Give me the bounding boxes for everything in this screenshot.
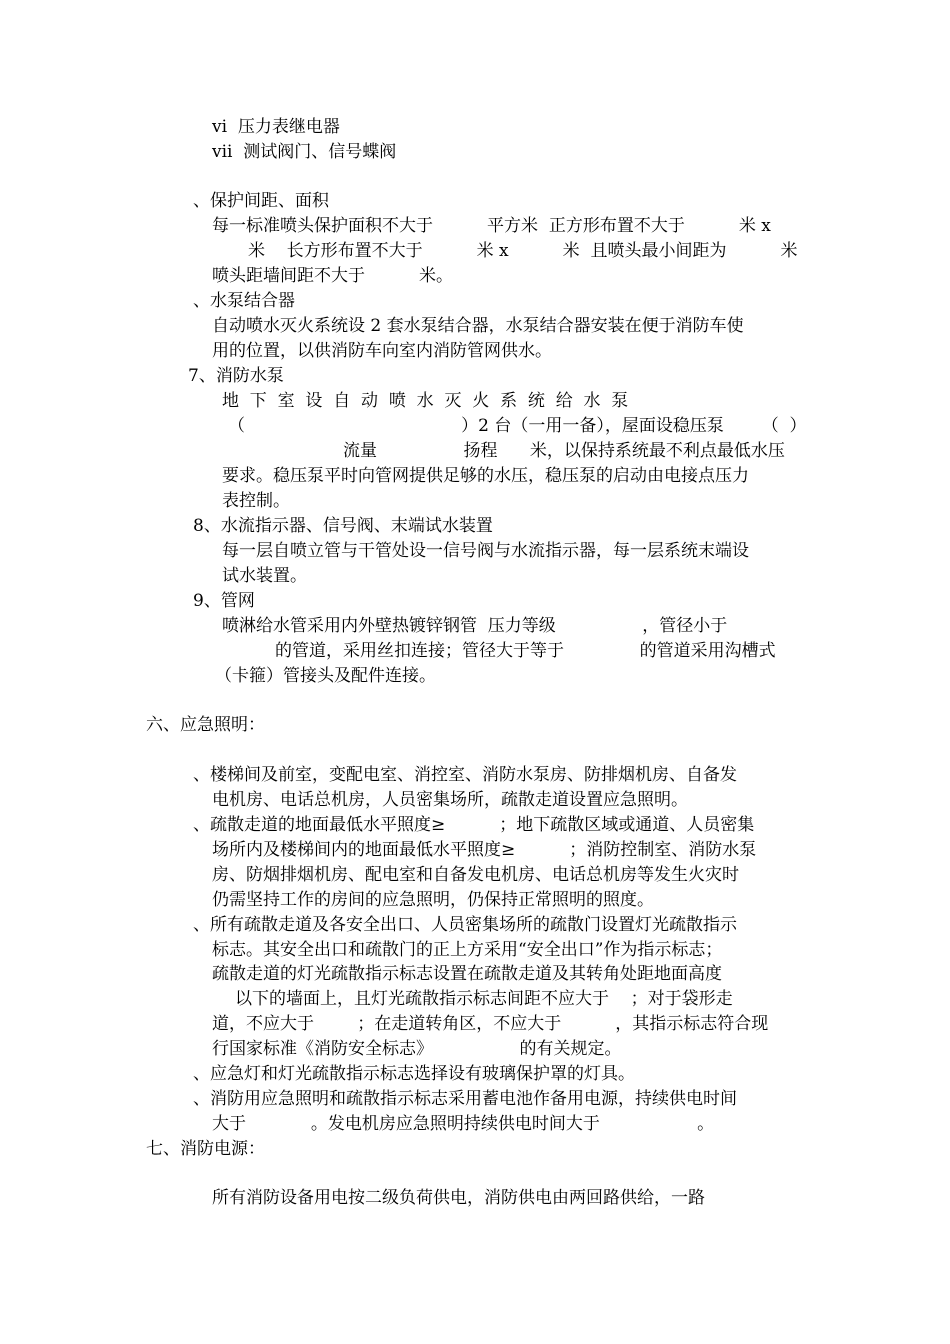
text-line: vii 测试阀门、信号蝶阀 bbox=[212, 142, 397, 162]
text-line: 米 长方形布置不大于 米 x 米 且喷头最小间距为 米 bbox=[248, 241, 798, 261]
text-line: 流量 扬程 米，以保持系统最不利点最低水压 bbox=[343, 441, 785, 461]
text-line: （ ）2 台（一用一备），屋面设稳压泵 （ ） bbox=[228, 416, 807, 436]
text-line: 所有消防设备用电按二级负荷供电，消防供电由两回路供给，一路 bbox=[212, 1188, 705, 1208]
text-line: 自动喷水灭火系统设 2 套水泵结合器，水泵结合器安装在便于消防车使 bbox=[212, 316, 744, 336]
chapter-heading: 六、应急照明： bbox=[146, 715, 265, 735]
section-heading: 7、消防水泵 bbox=[188, 366, 284, 386]
text-line: 试水装置。 bbox=[222, 566, 307, 586]
text-line: 、消防用应急照明和疏散指示标志采用蓄电池作备用电源，持续供电时间 bbox=[193, 1089, 737, 1109]
text-line: 地 下 室 设 自 动 喷 水 灭 火 系 统 给 水 泵 bbox=[222, 391, 629, 411]
text-line: 道，不应大于 ；在走道转角区，不应大于 ，其指示标志符合现 bbox=[212, 1014, 769, 1034]
text-line: 、疏散走道的地面最低水平照度≥ ；地下疏散区域或通道、人员密集 bbox=[193, 815, 755, 835]
text-line: 每一层自喷立管与干管处设一信号阀与水流指示器，每一层系统末端设 bbox=[222, 541, 749, 561]
text-line: 以下的墙面上，且灯光疏散指示标志间距不应大于 ；对于袋形走 bbox=[235, 989, 733, 1009]
text-line: 房、防烟排烟机房、配电室和自备发电机房、电话总机房等发生火灾时 bbox=[212, 865, 739, 885]
text-line: （卡箍）管接头及配件连接。 bbox=[215, 666, 436, 686]
text-line: 行国家标准《消防安全标志》 的有关规定。 bbox=[212, 1039, 622, 1059]
text-line: 、楼梯间及前室，变配电室、消控室、消防水泵房、防排烟机房、自备发 bbox=[193, 765, 737, 785]
text-line: 要求。稳压泵平时向管网提供足够的水压，稳压泵的启动由电接点压力 bbox=[222, 466, 749, 486]
text-line: 标志。其安全出口和疏散门的正上方采用“安全出口”作为指示标志； bbox=[212, 940, 723, 960]
text-line: 电机房、电话总机房，人员密集场所，疏散走道设置应急照明。 bbox=[212, 790, 688, 810]
text-line: 的管道，采用丝扣连接；管径大于等于 的管道采用沟槽式 bbox=[275, 641, 776, 661]
section-heading: 、水泵结合器 bbox=[193, 291, 295, 311]
section-heading: 8、水流指示器、信号阀、末端试水装置 bbox=[193, 516, 493, 536]
text-line: 喷淋给水管采用内外壁热镀锌钢管 压力等级 ，管径小于 bbox=[222, 616, 728, 636]
text-line: 、应急灯和灯光疏散指示标志选择设有玻璃保护罩的灯具。 bbox=[193, 1064, 635, 1084]
chapter-heading: 七、消防电源： bbox=[146, 1139, 265, 1159]
section-heading: 、保护间距、面积 bbox=[193, 191, 329, 211]
text-line: 表控制。 bbox=[222, 491, 290, 511]
text-line: 大于 。发电机房应急照明持续供电时间大于 。 bbox=[212, 1114, 715, 1134]
text-line: 喷头距墙间距不大于 米。 bbox=[212, 266, 454, 286]
text-line: 仍需坚持工作的房间的应急照明，仍保持正常照明的照度。 bbox=[212, 890, 654, 910]
text-line: 用的位置，以供消防车向室内消防管网供水。 bbox=[212, 341, 552, 361]
text-line: 场所内及楼梯间内的地面最低水平照度≥ ；消防控制室、消防水泵 bbox=[212, 840, 757, 860]
section-heading: 9、管网 bbox=[193, 591, 255, 611]
text-line: 、所有疏散走道及各安全出口、人员密集场所的疏散门设置灯光疏散指示 bbox=[193, 915, 737, 935]
text-line: vi 压力表继电器 bbox=[212, 117, 340, 137]
text-line: 每一标准喷头保护面积不大于 平方米 正方形布置不大于 米 x bbox=[212, 216, 771, 236]
text-line: 疏散走道的灯光疏散指示标志设置在疏散走道及其转角处距地面高度 bbox=[212, 964, 722, 984]
